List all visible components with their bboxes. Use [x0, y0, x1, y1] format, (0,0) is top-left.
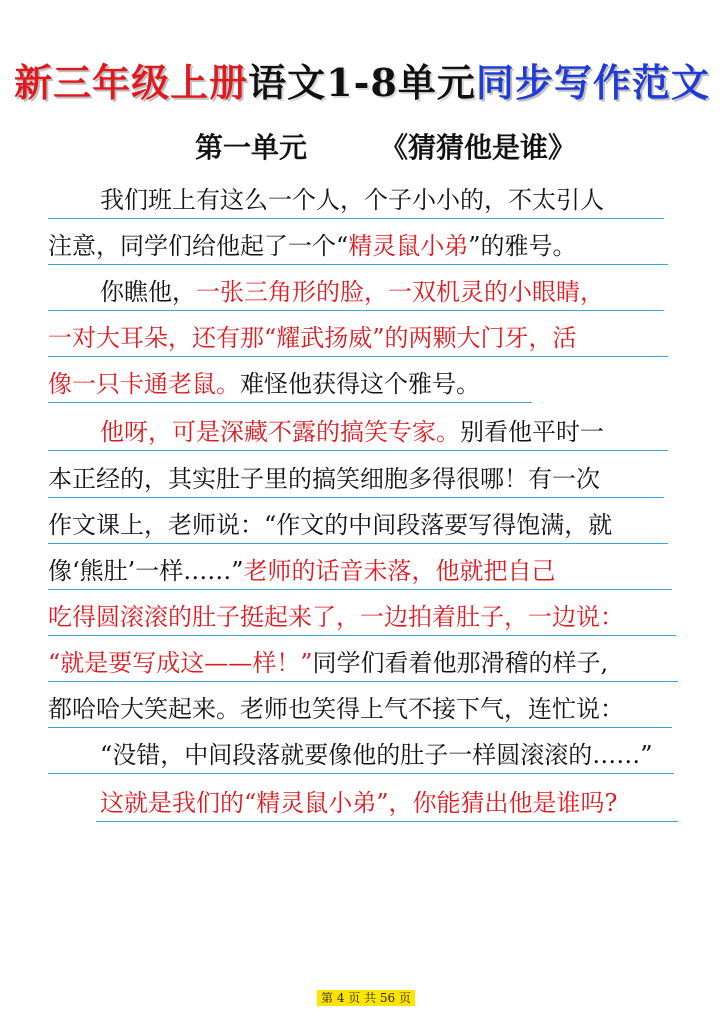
underline-rule [48, 402, 532, 403]
highlighted-text: 像一只卡通老鼠。 [48, 370, 240, 398]
highlighted-text: 老师的话音未落，他就把自己 [243, 557, 556, 585]
underline-rule [48, 450, 668, 451]
underline-rule [48, 218, 664, 219]
unit-label: 第一单元 [195, 131, 308, 164]
essay-line [48, 318, 678, 358]
underline-rule [48, 497, 664, 498]
body-text: 作文课上，老师说：“作文的中间段落要写得饱满，就 [48, 511, 613, 539]
essay-line [48, 551, 678, 591]
essay-line [48, 505, 678, 545]
page-indicator: 第 4 页 共 56 页 [317, 990, 415, 1006]
body-text: 你瞧他， [100, 278, 196, 306]
essay-line [48, 597, 678, 637]
body-text: 本正经的，其实肚子里的搞笑细胞多得很哪！有一次 [48, 465, 600, 493]
body-text: 别看他平时一 [460, 418, 604, 446]
essay-line [100, 180, 724, 220]
highlighted-text: 精灵鼠小弟 [348, 232, 469, 260]
title-black-part: 语文1-8单元 [248, 60, 476, 105]
essay-line [48, 643, 678, 683]
essay-line [100, 272, 724, 312]
body-text: ”的雅号。 [468, 232, 577, 260]
underline-rule [48, 589, 672, 590]
essay-line [100, 783, 724, 823]
essay-line [48, 689, 678, 729]
underline-rule [48, 356, 668, 357]
underline-rule [48, 681, 678, 682]
body-text: 都哈哈大笑起来。老师也笑得上气不接下气，连忙说： [48, 695, 624, 723]
essay-line [48, 226, 678, 266]
underline-rule [48, 543, 668, 544]
essay-line [100, 735, 724, 775]
essay-line [48, 364, 678, 404]
essay-line [100, 412, 724, 452]
essay-line [48, 459, 678, 499]
underline-rule [48, 635, 676, 636]
body-text: 同学们看着他那滑稽的样子, [312, 649, 609, 677]
highlighted-text: “就是要写成这——样！” [48, 649, 313, 677]
underline-rule [96, 821, 678, 822]
highlighted-text: 一张三角形的脸，一双机灵的小眼睛， [196, 278, 604, 306]
essay-title: 《猜猜他是谁》 [380, 131, 577, 164]
underline-rule [48, 264, 668, 265]
title-red-part: 新三年级上册 [14, 60, 249, 105]
highlighted-text: 吃得圆滚滚的肚子挺起来了，一边拍着肚子，一边说： [48, 603, 624, 631]
highlighted-text: 一对大耳朵，还有那“耀武扬威”的两颗大门牙，活 [48, 324, 577, 352]
body-text: 注意，同学们给他起了一个“ [48, 232, 349, 260]
highlighted-text: 他呀，可是深藏不露的搞笑专家。 [100, 418, 460, 446]
page-title [0, 58, 724, 108]
underline-rule [48, 727, 672, 728]
body-text: 我们班上有这么一个人，个子小小的，不太引人 [100, 186, 604, 214]
highlighted-text: 这就是我们的“精灵鼠小弟”，你能猜出他是谁吗? [100, 789, 618, 817]
body-text: 难怪他获得这个雅号。 [240, 370, 480, 398]
body-text: “没错，中间段落就要像他的肚子一样圆滚滚的……” [100, 741, 653, 769]
underline-rule [48, 310, 664, 311]
underline-rule [48, 773, 674, 774]
title-blue-part: 同步写作范文 [475, 60, 710, 105]
body-text: 像‘熊肚’一样……” [48, 557, 244, 585]
